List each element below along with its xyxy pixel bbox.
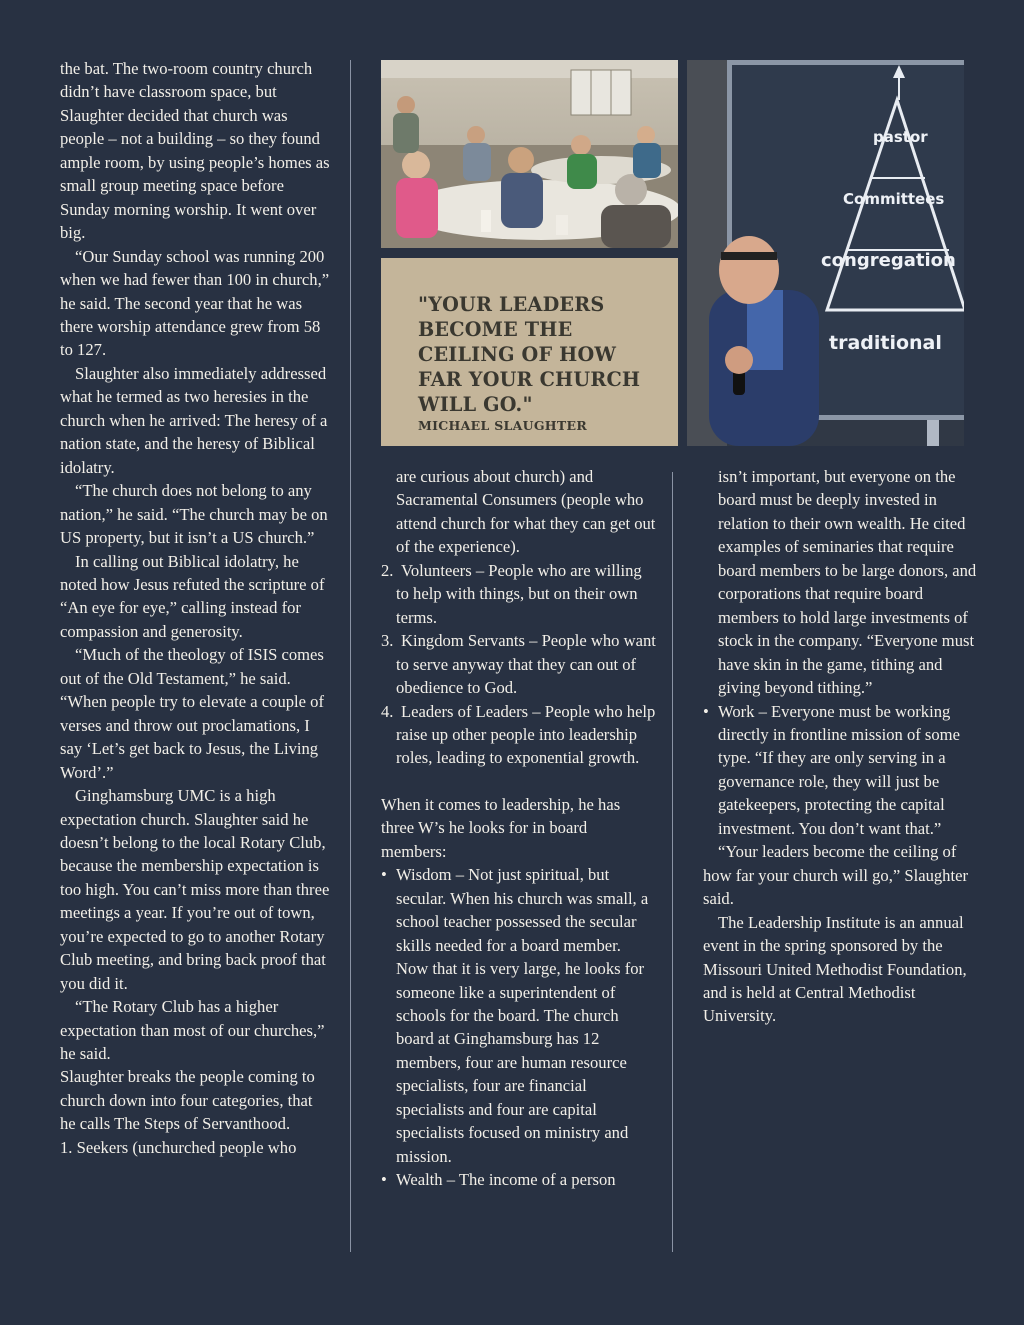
list-item-text: Leaders of Leaders – People who help raise up other people into leadership roles, leading to exponential growth. (396, 701, 656, 768)
article-column-2 (381, 465, 656, 1192)
paragraph: “The Rotary Club has a higher expectation than most of our churches,” he said. (60, 997, 325, 1064)
slide-label-committees: Committees (843, 190, 945, 208)
paragraph: Slaughter breaks the people coming to church down into four categories, that he calls The Steps of Servanthood. (60, 1067, 315, 1134)
list-item (381, 700, 656, 770)
speaker-photo (687, 60, 964, 446)
list-item: 1. Seekers (unchurched people who (60, 1137, 297, 1157)
article-column-3 (703, 465, 978, 1028)
column-rule-right (672, 472, 673, 1252)
list-marker: 4. (381, 701, 394, 721)
bullet-item (381, 1168, 656, 1191)
list-item-text: Volunteers – People who are willing to help with things, but on their own terms. (396, 560, 642, 627)
slide-caption: traditional (829, 332, 942, 354)
list-item-text: Kingdom Servants – People who want to serve anyway that they can out of obedience to God. (396, 631, 656, 698)
paragraph: “Much of the theology of ISIS comes out of the Old Testament,” he said. “When people try to elevate a couple of verses and throw out proclamations, I say ‘Let’s get back to Jesus, the Living Word’.” (60, 645, 324, 782)
article-column-1 (60, 57, 330, 1159)
paragraph: the bat. The two-room country church didn’t have classroom space, but Slaughter decided that church was people – not a building – so they found ample room, by using people’s homes as small group meeting space before Sunday morning worship. It went over big. (60, 59, 330, 243)
bullet-text: Wealth – The income of a person (396, 1170, 616, 1190)
bullet-item (703, 700, 978, 841)
paragraph: In calling out Biblical idolatry, he noted how Jesus refuted the scripture of “An eye for eye,” calling instead for compassion and generosity. (60, 551, 325, 641)
bullet-marker: • (381, 1170, 387, 1190)
slide-label-pastor: pastor (873, 128, 928, 146)
conference-photo (381, 60, 678, 248)
list-item (381, 629, 656, 699)
paragraph: “Your leaders become the ceiling of how far your church will go,” Slaughter said. (703, 842, 968, 909)
paragraph: Ginghamsburg UMC is a high expectation church. Slaughter said he doesn’t belong to the local Rotary Club, because the membership expectation is too high. You can’t miss more than three meetings a year. If you’re out of town, you’re expected to go to another Rotary Club meeting, and bring back proof that you did it. (60, 786, 330, 993)
pull-quote-text: "YOUR LEADERS BECOME THE CEILING OF HOW FAR YOUR CHURCH WILL GO." (418, 293, 641, 416)
paragraph: The Leadership Institute is an annual event in the spring sponsored by the Missouri United Methodist Foundation, and is held at Central Methodist University. (703, 912, 967, 1026)
bullet-marker: • (381, 865, 387, 885)
bullet-text: Wisdom – Not just spiritual, but secular. When his church was small, a school teacher possessed the secular skills needed for a board member. Now that it is very large, he looks for someone like a superintendent of schools for the board. The church board at Ginghamsburg has 12 members, four are human resource specialists, four are financial specialists and four are capital specialists focused on ministry and mission. (396, 865, 649, 1166)
paragraph: “The church does not belong to any nation,” he said. “The church may be on US property, but it isn’t a US church.” (60, 481, 328, 548)
list-marker: 3. (381, 631, 394, 651)
list-item (381, 559, 656, 629)
paragraph: When it comes to leadership, he has three W’s he looks for in board members: (381, 794, 621, 861)
bullet-text: Work – Everyone must be working directly in frontline mission of some type. “If they are only serving in a governance role, they will just be gatekeepers, protecting the capital investment. You don’t want that.” (718, 701, 960, 838)
column-rule-left (350, 60, 351, 1252)
bullet-marker: • (703, 701, 709, 721)
list-marker: 2. (381, 560, 394, 580)
pull-quote-attribution: MICHAEL SLAUGHTER (418, 418, 588, 433)
bullet-item (381, 863, 656, 1168)
pull-quote (381, 258, 678, 446)
bullet-continued: isn’t important, but everyone on the board must be deeply invested in relation to their own wealth. He cited examples of seminaries that require board members to be large donors, and corporations that require board members to hold large investments of stock in the company. “Everyone must have skin in the game, tithing and giving beyond tithing.” (718, 467, 977, 698)
paragraph: “Our Sunday school was running 200 when we had fewer than 100 in church,” he said. The second year that he was there worship attendance grew from 58 to 127. (60, 246, 330, 360)
paragraph: Slaughter also immediately addressed what he termed as two heresies in the church when he arrived: The heresy of a nation state, and the heresy of Biblical idolatry. (60, 363, 328, 477)
list-item-continued: are curious about church) and Sacramental Consumers (people who attend church for what they can get out of the experience). (396, 467, 656, 557)
slide-label-congregation: congregation (821, 250, 956, 271)
